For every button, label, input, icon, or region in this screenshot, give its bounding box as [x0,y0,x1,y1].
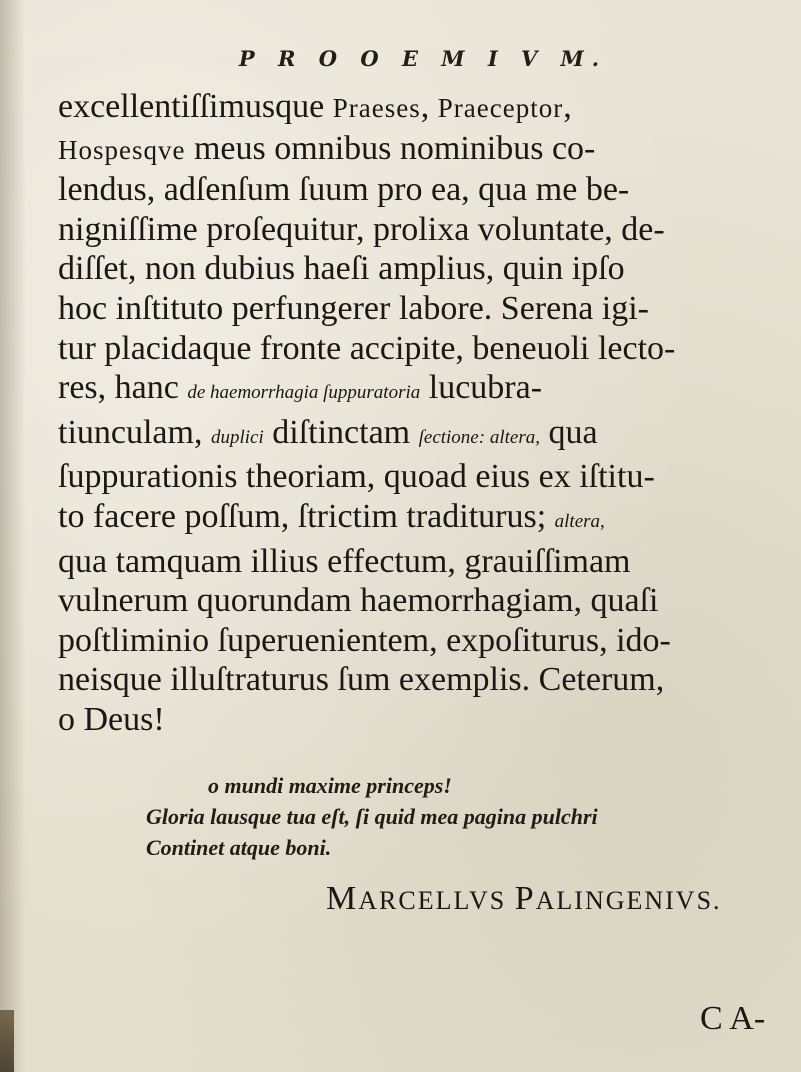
text-line: hoc inſtituto perfungerer labore. Serena igi- [58,289,649,327]
text-block [58,46,778,863]
text-line [58,413,778,458]
body-paragraph [58,87,778,740]
text-line: diſſet, non dubius haeſi amplius, quin ipſo [58,250,625,288]
text-line [58,129,778,171]
italic-word: duplici [210,426,264,448]
text-line [58,368,778,413]
line-text: res, hanc [58,369,188,407]
line-text: tiunculam, [58,413,211,451]
line-text: , [563,88,572,125]
running-head: P R O O E M I V M. [238,46,608,71]
signature-text: ALINGENIVS. [535,886,722,915]
name-hospesque: Hospesqve [58,134,186,165]
text-line [58,497,778,542]
text-line: neisque illuſtraturus ſum exemplis. Ceterum, [58,661,665,699]
name-praeceptor: Praeceptor [437,93,564,123]
author-signature [326,880,722,918]
text-line: tur placidaque fronte accipite, beneuoli lecto- [58,329,676,367]
text-line: nigniſſime proſequitur, prolixa voluntate, de- [58,210,665,248]
verse-line: Gloria lausque tua eſt, ſi quid mea pagina pulchri [146,803,598,829]
text-line [58,87,778,129]
signature-initial: P [514,880,536,917]
binding-edge-mark [0,1010,14,1072]
page-gutter-shadow [0,0,26,1072]
signature-initial: M [326,880,359,917]
text-line: vulnerum quorundam haemorrhagiam, quaſi [58,582,659,620]
text-line: lendus, adſenſum ſuum pro ea, qua me be- [58,171,630,209]
line-text: , [420,88,438,125]
line-text: meus omnibus nominibus co- [185,129,596,167]
line-text: lucubra- [420,369,543,407]
text-line: poſtliminio ſuperuenientem, expoſiturus, ido- [58,621,671,659]
italic-title: de haemorrhagia ſuppuratoria [187,382,421,404]
line-text: qua [539,413,598,451]
text-line: o Deus! [58,700,165,738]
catchword: C A- [700,1000,766,1037]
verse-block [58,770,778,863]
name-praeses: Praeses [332,93,421,123]
verse-line: o mundi maxime princeps! [208,772,452,798]
italic-word: ſectione: altera, [418,426,540,448]
verse-line: Continet atque boni. [146,834,332,860]
line-text: excellentiſſimusque [58,88,333,125]
line-text: to facere poſſum, ſtrictim traditurus; [58,497,555,535]
signature-text: ARCELLVS [358,886,507,915]
text-line: qua tamquam illius effectum, grauiſſimam [58,542,631,580]
line-text: diſtinctam [263,413,419,451]
text-line: ſuppurationis theoriam, quoad eius ex iſtitu- [58,458,655,496]
italic-word: altera, [554,510,605,532]
